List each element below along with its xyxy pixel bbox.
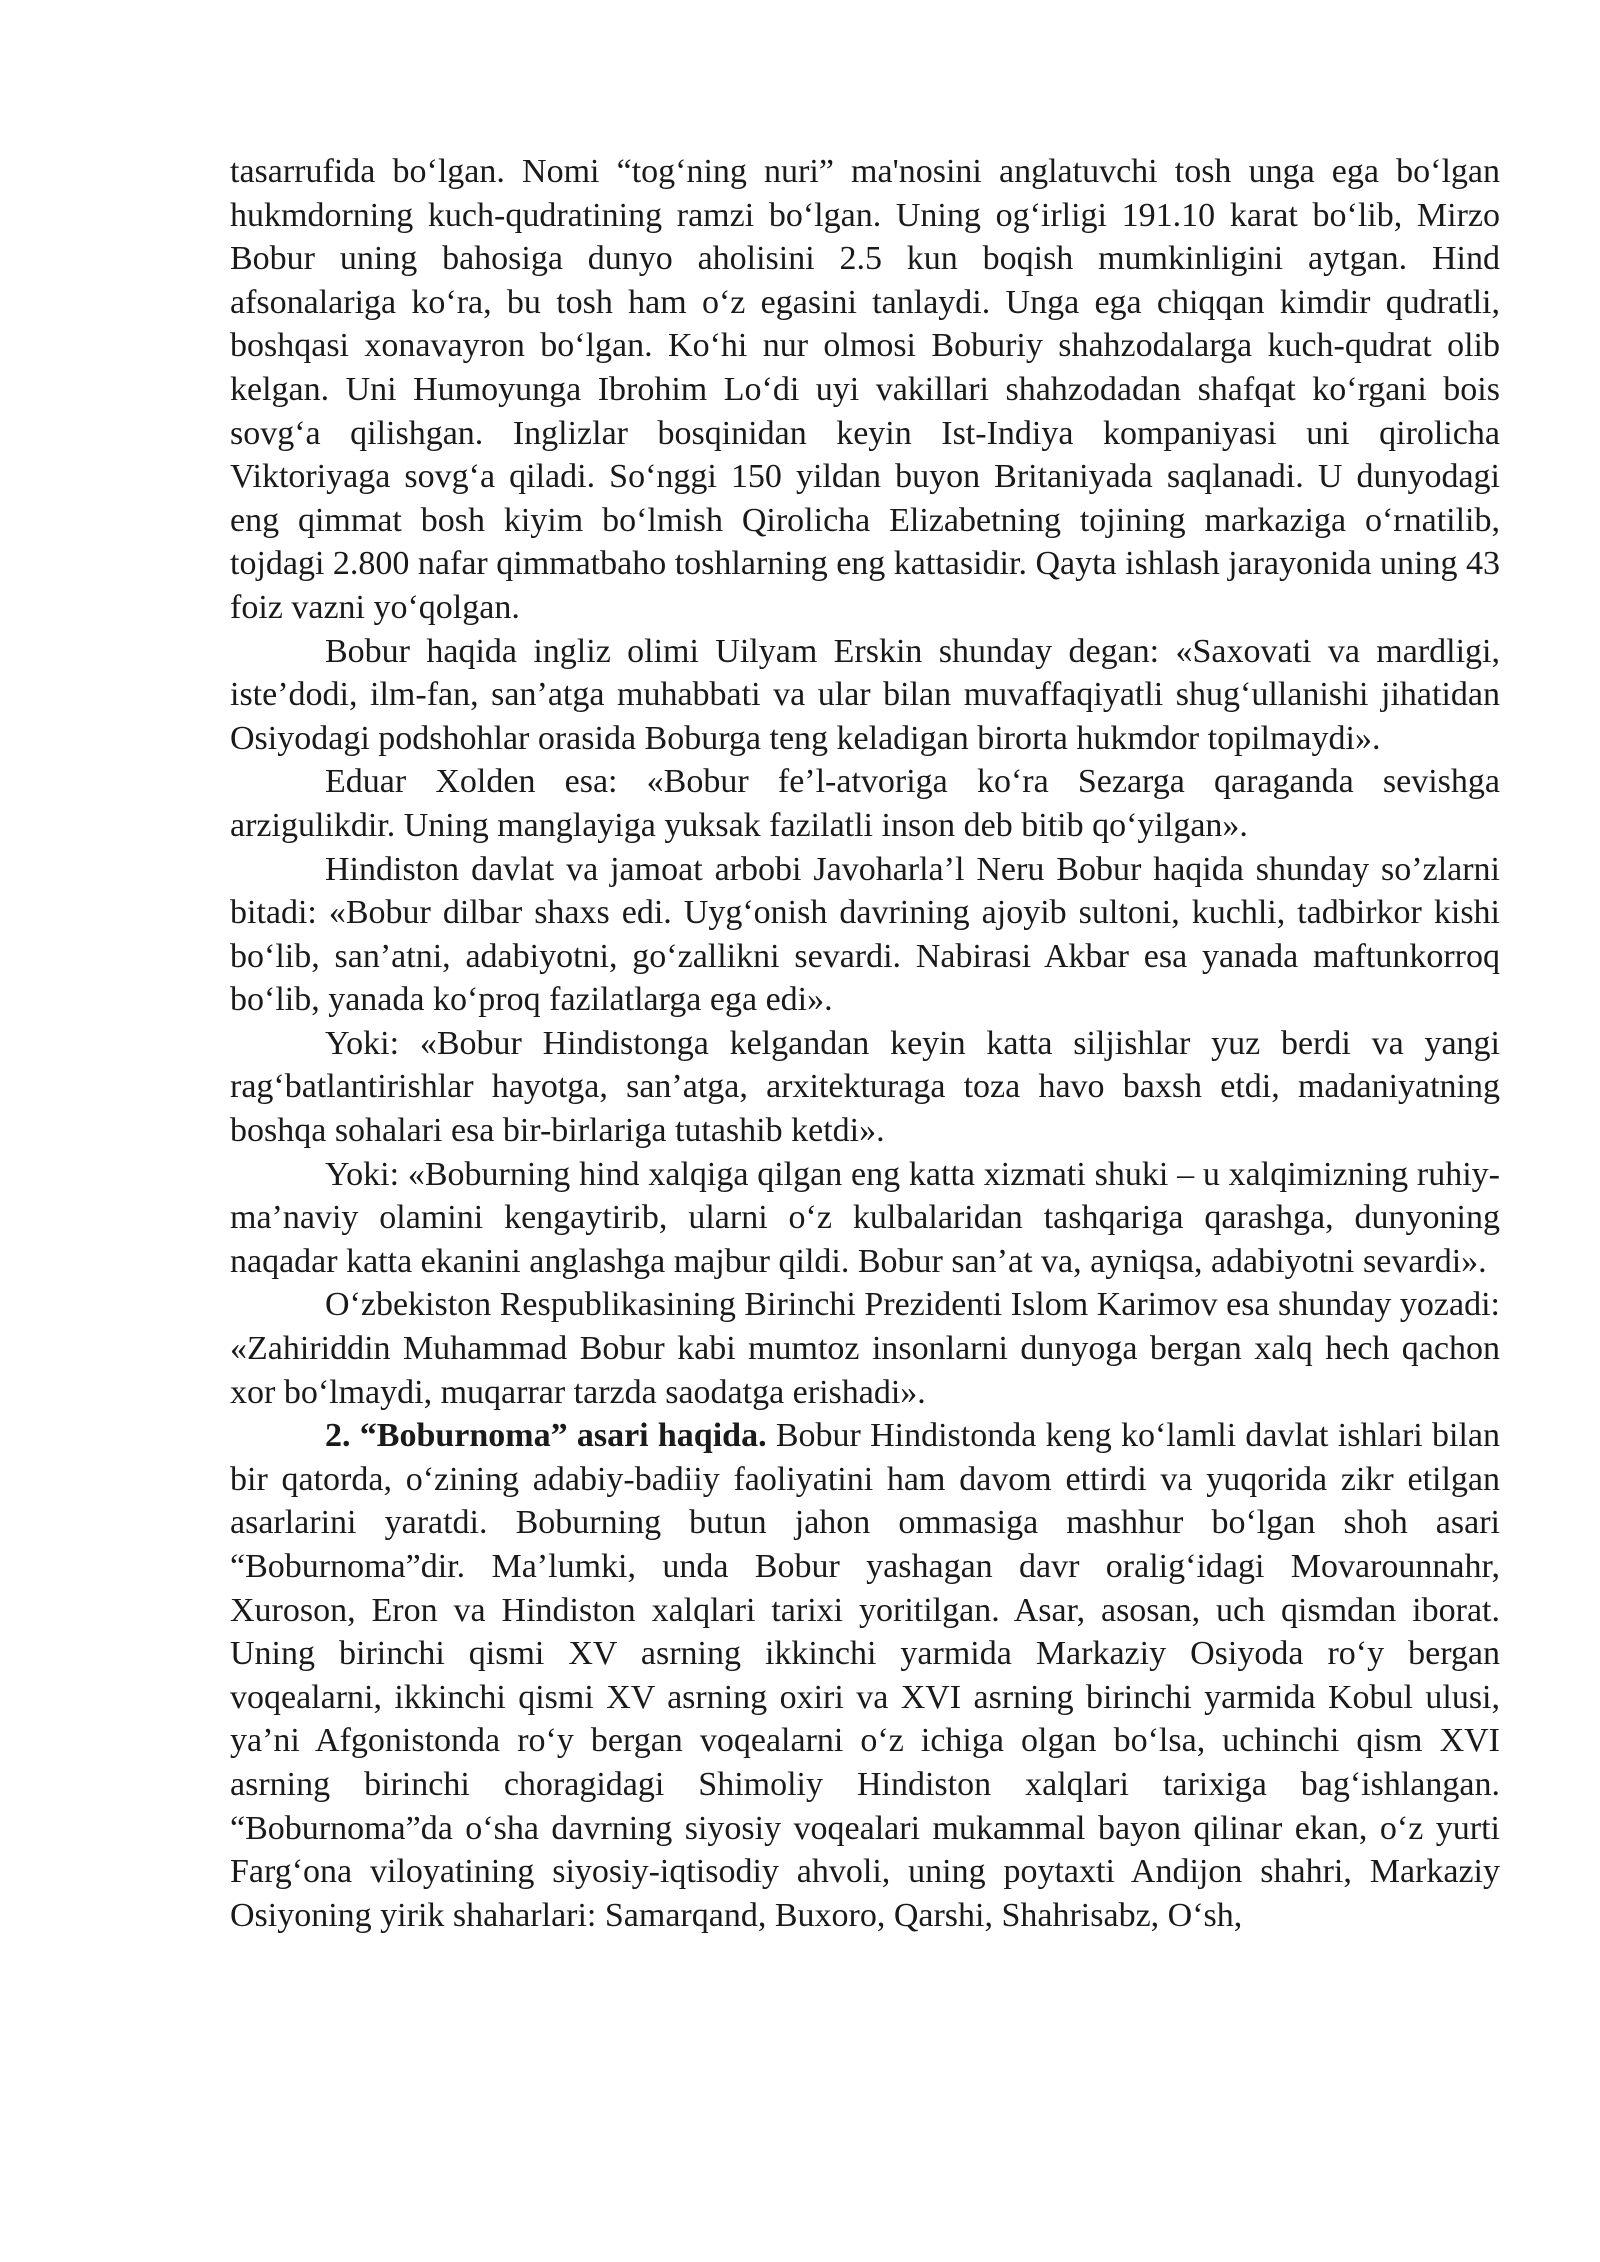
section-body: Bobur Hindistonda keng ko‘lamli davlat ishlari bilan bir qatorda, o‘zining adabiy-badiiy faoliyatini ham davom ettirdi va yuqorida zikr etilgan asarlarini yaratdi. Boburning butun jahon ommasiga mashhur bo‘lgan shoh asari “Boburnoma”dir. Ma’lumki, unda Bobur yashagan davr oralig‘idagi Movarounnahr, Xuroson, Eron va Hindiston xalqlari tarixi yoritilgan. Asar, asosan, uch qismdan iborat. Uning birinchi qismi XV asrning ikkinchi yarmida Markaziy Osiyoda ro‘y bergan voqealarni, ikkinchi qismi XV asrning oxiri va XVI asrning birinchi yarmida Kobul ulusi, ya’ni Afgonistonda ro‘y bergan voqealarni o‘z ichiga olgan bo‘lsa, uchinchi qism XVI asrning birinchi choragidagi Shimoliy Hindiston xalqlari tarixiga bag‘ishlangan. “Boburnoma”da o‘sha davrning siyosiy voqealari mukammal bayon qilinar ekan, o‘z yurti Farg‘ona viloyatining siyosiy-iqtisodiy ahvoli, uning poytaxti Andijon shahri, Markaziy Osiyoning yirik shaharlari: Samarqand, Buxoro, Qarshi, Shahrisabz, O‘sh,	[230, 1417, 1501, 1934]
paragraph-karimov-quote: O‘zbekiston Respublikasining Birinchi Prezidenti Islom Karimov esa shunday yozadi: «Zahiriddin Muhammad Bobur kabi mumtoz insonlarni dunyoga bergan xalq hech qachon xor bo‘lmaydi, muqarrar tarzda saodatga erishadi».	[230, 1286, 1500, 1411]
document-page	[230, 150, 1500, 1937]
paragraph-nehru-quote-2: Yoki: «Bobur Hindistonga kelgandan keyin katta siljishlar yuz berdi va yangi rag‘batlantirishlar hayotga, san’atga, arxitekturaga toza havo baxsh etdi, madaniyatning boshqa sohalari esa bir-birlariga tutashib ketdi».	[230, 1024, 1500, 1150]
paragraph-holden-quote: Eduar Xolden esa: «Bobur fe’l-atvoriga ko‘ra Sezarga qaraganda sevishga arzigulikdir. Uning manglayiga yuksak fazilatli inson deb bitib qo‘yilgan».	[230, 763, 1500, 844]
section-heading: 2. “Boburnoma” asari haqida.	[325, 1417, 767, 1455]
paragraph-boburnoma-section	[230, 1414, 1500, 1937]
paragraph-koh-i-noor: tasarrufida bo‘lgan. Nomi “tog‘ning nuri” ma'nosini anglatuvchi tosh unga ega bo‘lgan hukmdorning kuch-qudratining ramzi bo‘lgan. Uning og‘irligi 191.10 karat bo‘lib, Mirzo Bobur uning bahosiga dunyo aholisini 2.5 kun boqish mumkinligini aytgan. Hind afsonalariga ko‘ra, bu tosh ham o‘z egasini tanlaydi. Unga ega chiqqan kimdir qudratli, boshqasi xonavayron bo‘lgan. Ko‘hi nur olmosi Boburiy shahzodalarga kuch-qudrat olib kelgan. Uni Humoyunga Ibrohim Lo‘di uyi vakillari shahzodadan shafqat ko‘rgani bois sovg‘a qilishgan. Inglizlar bosqinidan keyin Ist-Indiya kompaniyasi uni qirolicha Viktoriyaga sovg‘a qiladi. So‘nggi 150 yildan buyon Britaniyada saqlanadi. U dunyodagi eng qimmat bosh kiyim bo‘lmish Qirolicha Elizabetning tojining markaziga o‘rnatilib, tojdagi 2.800 nafar qimmatbaho toshlarning eng kattasidir. Qayta ishlash jarayonida uning 43 foiz vazni yo‘qolgan.	[230, 153, 1501, 626]
paragraph-nehru-quote: Hindiston davlat va jamoat arbobi Javoharla’l Neru Bobur haqida shunday so’zlarni bitadi: «Bobur dilbar shaxs edi. Uyg‘onish davrining ajoyib sultoni, kuchli, tadbirkor kishi bo‘lib, san’atni, adabiyotni, go‘zallikni sevardi. Nabirasi Akbar esa yanada maftunkorroq bo‘lib, yanada ko‘proq fazilatlarga ega edi».	[230, 850, 1500, 1019]
paragraph-erskine-quote: Bobur haqida ingliz olimi Uilyam Erskin shunday degan: «Saxovati va mardligi, iste’dodi, ilm-fan, san’atga muhabbati va ular bilan muvaffaqiyatli shug‘ullanishi jihatidan Osiyodagi podshohlar orasida Boburga teng keladigan birorta hukmdor topilmaydi».	[230, 632, 1500, 757]
paragraph-nehru-quote-3: Yoki: «Boburning hind xalqiga qilgan eng katta xizmati shuki – u xalqimizning ruhiy-ma’naviy olamini kengaytirib, ularni o‘z kulbalaridan tashqariga qarashga, dunyoning naqadar katta ekanini anglashga majbur qildi. Bobur san’at va, ayniqsa, adabiyotni sevardi».	[230, 1155, 1500, 1280]
